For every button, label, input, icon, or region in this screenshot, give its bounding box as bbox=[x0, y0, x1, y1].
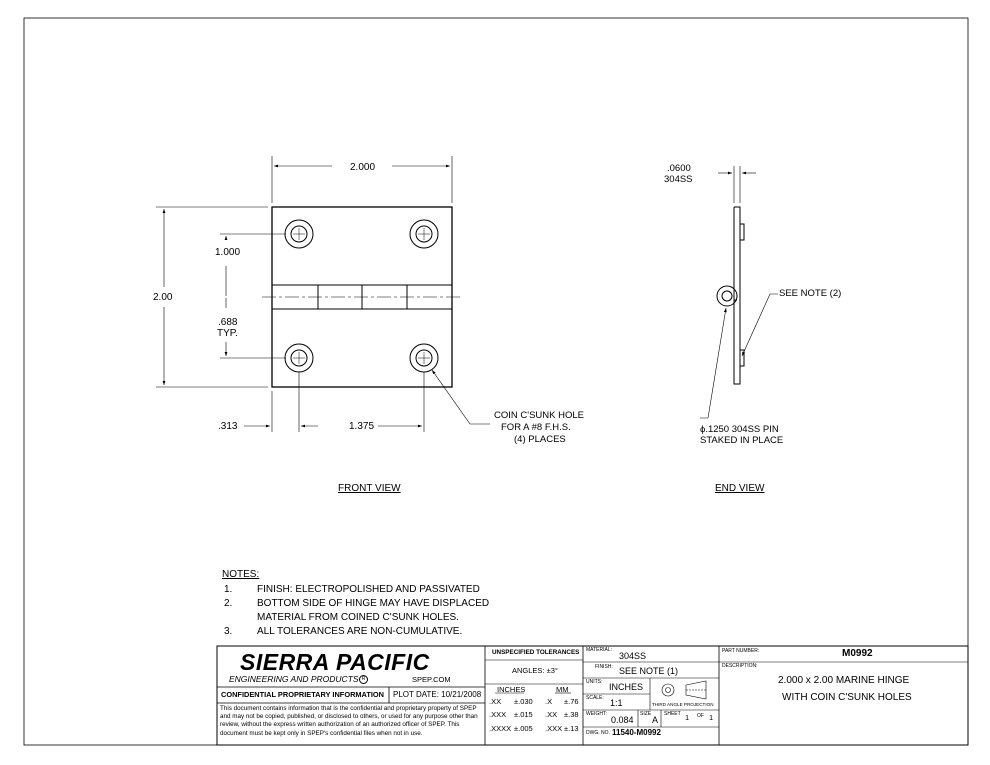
tol-mm-format: .XX bbox=[545, 710, 558, 719]
scale-value: 1:1 bbox=[610, 698, 623, 708]
dwg-no-value: 11540-M0992 bbox=[612, 728, 661, 737]
tol-in-format: .XXXX bbox=[489, 724, 512, 733]
tol-in-value: ±.015 bbox=[514, 710, 533, 719]
dim-edge-v-typ: TYP. bbox=[217, 328, 238, 339]
note-text: MATERIAL FROM COINED C'SUNK HOLES. bbox=[257, 612, 459, 623]
company-subtitle: ENGINEERING AND PRODUCTS bbox=[229, 674, 359, 684]
material-value: 304SS bbox=[619, 651, 647, 661]
note-number: 3. bbox=[224, 626, 233, 637]
dim-edge-h: .313 bbox=[218, 421, 238, 432]
thickness-material: 304SS bbox=[664, 174, 693, 185]
third-angle-projection-icon bbox=[662, 681, 706, 699]
csunk-hole bbox=[285, 220, 313, 248]
pin-note-line: ϕ.1250 304SS PIN bbox=[700, 424, 779, 435]
sheet-value: 1 bbox=[685, 713, 690, 722]
note-text: ALL TOLERANCES ARE NON-CUMULATIVE. bbox=[257, 626, 463, 637]
confidential-heading: CONFIDENTIAL PROPRIETARY INFORMATION bbox=[221, 690, 385, 699]
units-value: INCHES bbox=[609, 682, 644, 692]
notes-heading: NOTES: bbox=[222, 569, 260, 580]
description-label: DESCRIPTION: bbox=[722, 663, 758, 669]
size-value: A bbox=[652, 715, 659, 725]
tol-in-value: ±.005 bbox=[514, 724, 533, 733]
part-number-label: PART NUMBER: bbox=[722, 648, 760, 654]
units-label: UNITS: bbox=[586, 679, 603, 685]
csunk-hole bbox=[410, 344, 438, 372]
dim-hole-pitch-h: 1.375 bbox=[349, 421, 375, 432]
description-line: WITH COIN C'SUNK HOLES bbox=[782, 692, 912, 703]
end-view-geometry bbox=[717, 207, 744, 384]
tol-mm-value: ±.76 bbox=[564, 697, 579, 706]
registered-mark-icon: R bbox=[359, 675, 368, 684]
sheet-border bbox=[24, 18, 968, 745]
description-line: 2.000 x 2.00 MARINE HINGE bbox=[778, 675, 910, 686]
tol-mm-value: ±.38 bbox=[564, 710, 579, 719]
sheet-label: SHEET bbox=[664, 711, 681, 717]
tolerances-title: UNSPECIFIED TOLERANCES bbox=[492, 649, 580, 656]
weight-value: 0.084 bbox=[611, 715, 634, 725]
scale-label: SCALE: bbox=[586, 695, 604, 701]
part-number-value: M0992 bbox=[842, 648, 873, 659]
end-view-dimensions bbox=[700, 166, 778, 418]
dim-width: 2.000 bbox=[350, 162, 376, 173]
note-number: 2. bbox=[224, 598, 233, 609]
pin-note-line: STAKED IN PLACE bbox=[700, 435, 784, 446]
front-view-title: FRONT VIEW bbox=[338, 483, 401, 494]
tol-mm-format: .X bbox=[545, 697, 553, 706]
finish-label: FINISH: bbox=[595, 664, 613, 670]
dim-height: 2.00 bbox=[153, 292, 173, 303]
dim-hole-pitch-v: 1.000 bbox=[215, 247, 241, 258]
mm-header: MM bbox=[556, 685, 569, 694]
company-logo-text: SIERRA PACIFIC bbox=[240, 649, 430, 675]
front-view-geometry bbox=[262, 207, 462, 387]
end-view-title: END VIEW bbox=[715, 483, 765, 494]
website: SPEP.COM bbox=[412, 675, 451, 684]
inches-header: INCHES bbox=[497, 685, 526, 694]
dim-edge-v: .688 bbox=[218, 317, 238, 328]
hole-note-line: FOR A #8 F.H.S. bbox=[501, 422, 571, 433]
note-text: BOTTOM SIDE OF HINGE MAY HAVE DISPLACED bbox=[257, 598, 490, 609]
sheet-total: 1 bbox=[709, 713, 714, 722]
dwg-no-label: DWG. NO. bbox=[586, 730, 610, 736]
finish-value: SEE NOTE (1) bbox=[619, 666, 679, 676]
tol-in-value: ±.030 bbox=[514, 697, 533, 706]
see-note-label: SEE NOTE (2) bbox=[779, 288, 842, 299]
confidential-text: This document contains information that is the confidential and proprietary property of SPEP and may not be copied, published, or disclosed to others, or used for any purpose other than review, without the express written authorization of an authorized officer of SPEP. This document must be kept only in SPEP's confidential files when not in use. bbox=[220, 705, 478, 737]
weight-label: WEIGHT: bbox=[586, 711, 607, 717]
front-view-dimensions bbox=[156, 156, 490, 432]
tol-in-format: .XX bbox=[489, 697, 502, 706]
angles-tolerance: ANGLES: ±3° bbox=[512, 666, 558, 675]
thickness-dim: .0600 bbox=[667, 163, 691, 174]
material-label: MATERIAL: bbox=[586, 647, 613, 653]
csunk-hole bbox=[285, 344, 313, 372]
hole-note-line: COIN C'SUNK HOLE bbox=[494, 410, 584, 421]
of-label: OF bbox=[697, 713, 704, 719]
hole-note-line: (4) PLACES bbox=[514, 434, 566, 445]
tol-mm-value: ±.13 bbox=[564, 724, 579, 733]
tol-mm-format: .XXX bbox=[545, 724, 563, 733]
projection-label: THIRD ANGLE PROJECTION bbox=[652, 702, 714, 707]
csunk-hole bbox=[410, 220, 438, 248]
size-label: SIZE bbox=[640, 711, 652, 717]
note-text: FINISH: ELECTROPOLISHED AND PASSIVATED bbox=[257, 584, 480, 595]
plot-date: PLOT DATE: 10/21/2008 bbox=[393, 690, 482, 699]
note-number: 1. bbox=[224, 584, 233, 595]
tol-in-format: .XXX bbox=[489, 710, 507, 719]
